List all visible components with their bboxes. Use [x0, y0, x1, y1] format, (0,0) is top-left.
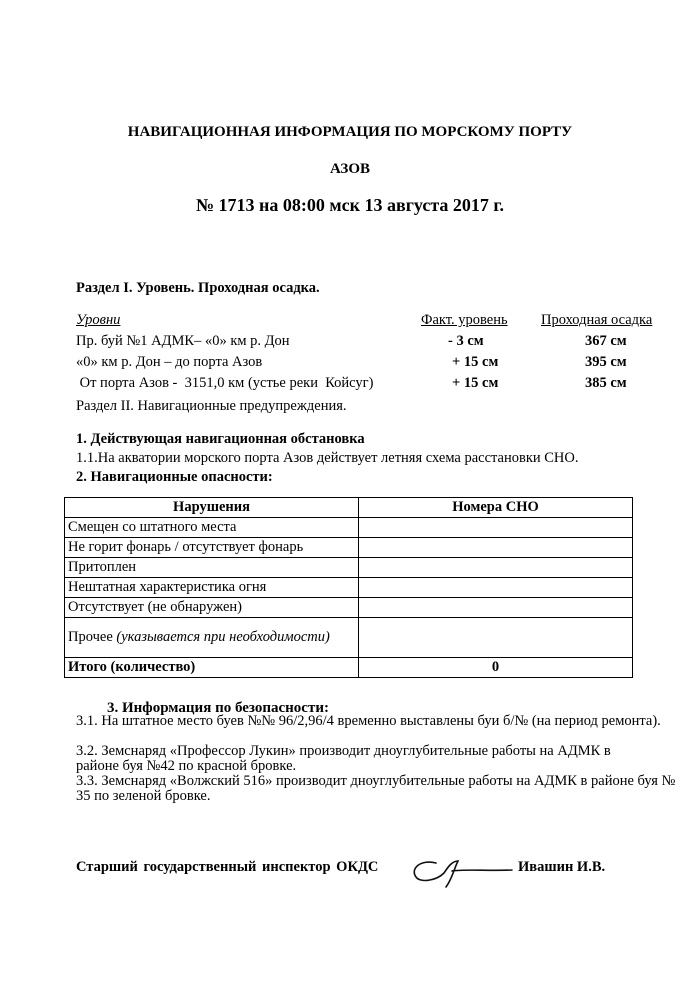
- sno-numbers-cell: [359, 538, 633, 558]
- safety-item: 3.3. Земснаряд «Волжский 516» производит дноуглубительные работы на АДМК в районе буя № 35 по зеленой бровке.: [76, 773, 676, 804]
- sno-numbers-cell: [359, 558, 633, 578]
- table-row: [65, 598, 633, 618]
- section1-title: Раздел I. Уровень. Проходная осадка.: [76, 280, 320, 296]
- level-row-draft: 385 см: [585, 375, 627, 391]
- level-row-actual: + 15 см: [452, 354, 499, 370]
- violation-label: Нештатная характеристика огня: [65, 578, 359, 598]
- level-row-draft: 395 см: [585, 354, 627, 370]
- table-row-other: [65, 618, 633, 658]
- total-label: Итого (количество): [65, 658, 359, 678]
- table-row: [65, 558, 633, 578]
- actual-level-column-header: Факт. уровень: [421, 312, 508, 328]
- violation-label: Отсутствует (не обнаружен): [65, 598, 359, 618]
- levels-column-header: Уровни: [76, 312, 121, 328]
- signatory-position: Старший государственный инспектор ОКДС: [76, 859, 379, 875]
- signatory-name: Ивашин И.В.: [518, 859, 606, 875]
- level-row-name: Пр. буй №1 АДМК– «0» км р. Дон: [76, 333, 290, 349]
- handwritten-signature: [408, 855, 518, 891]
- current-nav-situation-text: 1.1.На акватории морского порта Азов действует летняя схема расстановки СНО.: [76, 450, 579, 466]
- sno-numbers-column-header: Номера СНО: [359, 498, 633, 518]
- nav-hazards-heading: 2. Навигационные опасности:: [76, 469, 273, 485]
- sno-numbers-cell: [359, 578, 633, 598]
- level-row-actual: + 15 см: [452, 375, 499, 391]
- other-label: Прочее: [68, 629, 117, 645]
- nav-hazards-table: [64, 497, 633, 678]
- level-row-actual: - 3 см: [448, 333, 484, 349]
- table-row: [65, 518, 633, 538]
- draft-column-header: Проходная осадка: [541, 312, 653, 328]
- current-nav-situation-heading: 1. Действующая навигационная обстановка: [76, 431, 365, 447]
- violation-label: Не горит фонарь / отсутствует фонарь: [65, 538, 359, 558]
- safety-item: 3.2. Земснаряд «Профессор Лукин» производит дноуглубительные работы на АДМК в районе буя №42 по красной бровке.: [76, 743, 611, 774]
- port-name: АЗОВ: [329, 161, 371, 177]
- other-violation-cell: [65, 618, 359, 658]
- violation-label: Смещен со штатного места: [65, 518, 359, 538]
- other-note: (указывается при необходимости): [116, 629, 330, 645]
- table-row: [65, 538, 633, 558]
- violations-column-header: Нарушения: [65, 498, 359, 518]
- table-row: [65, 578, 633, 598]
- sno-numbers-cell: [359, 598, 633, 618]
- table-total-row: [65, 658, 633, 678]
- report-number-date: № 1713 на 08:00 мск 13 августа 2017 г.: [195, 195, 505, 215]
- table-header-row: [65, 498, 633, 518]
- safety-item: 3.1. На штатное место буев №№ 96/2,96/4 временно выставлены буи б/№ (на период ремонта).: [76, 713, 661, 729]
- level-row-draft: 367 см: [585, 333, 627, 349]
- total-value: 0: [359, 658, 633, 678]
- violation-label: Притоплен: [65, 558, 359, 578]
- safety-info-heading: 3. Информация по безопасности:: [107, 700, 329, 716]
- document-title: НАВИГАЦИОННАЯ ИНФОРМАЦИЯ ПО МОРСКОМУ ПОРТУ: [127, 124, 573, 140]
- sno-numbers-cell: [359, 518, 633, 538]
- sno-numbers-cell: [359, 618, 633, 658]
- level-row-name: «0» км р. Дон – до порта Азов: [76, 354, 263, 370]
- level-row-name: От порта Азов - 3151,0 км (устье реки Койсуг): [76, 375, 374, 391]
- section2-title: Раздел II. Навигационные предупреждения.: [76, 398, 347, 414]
